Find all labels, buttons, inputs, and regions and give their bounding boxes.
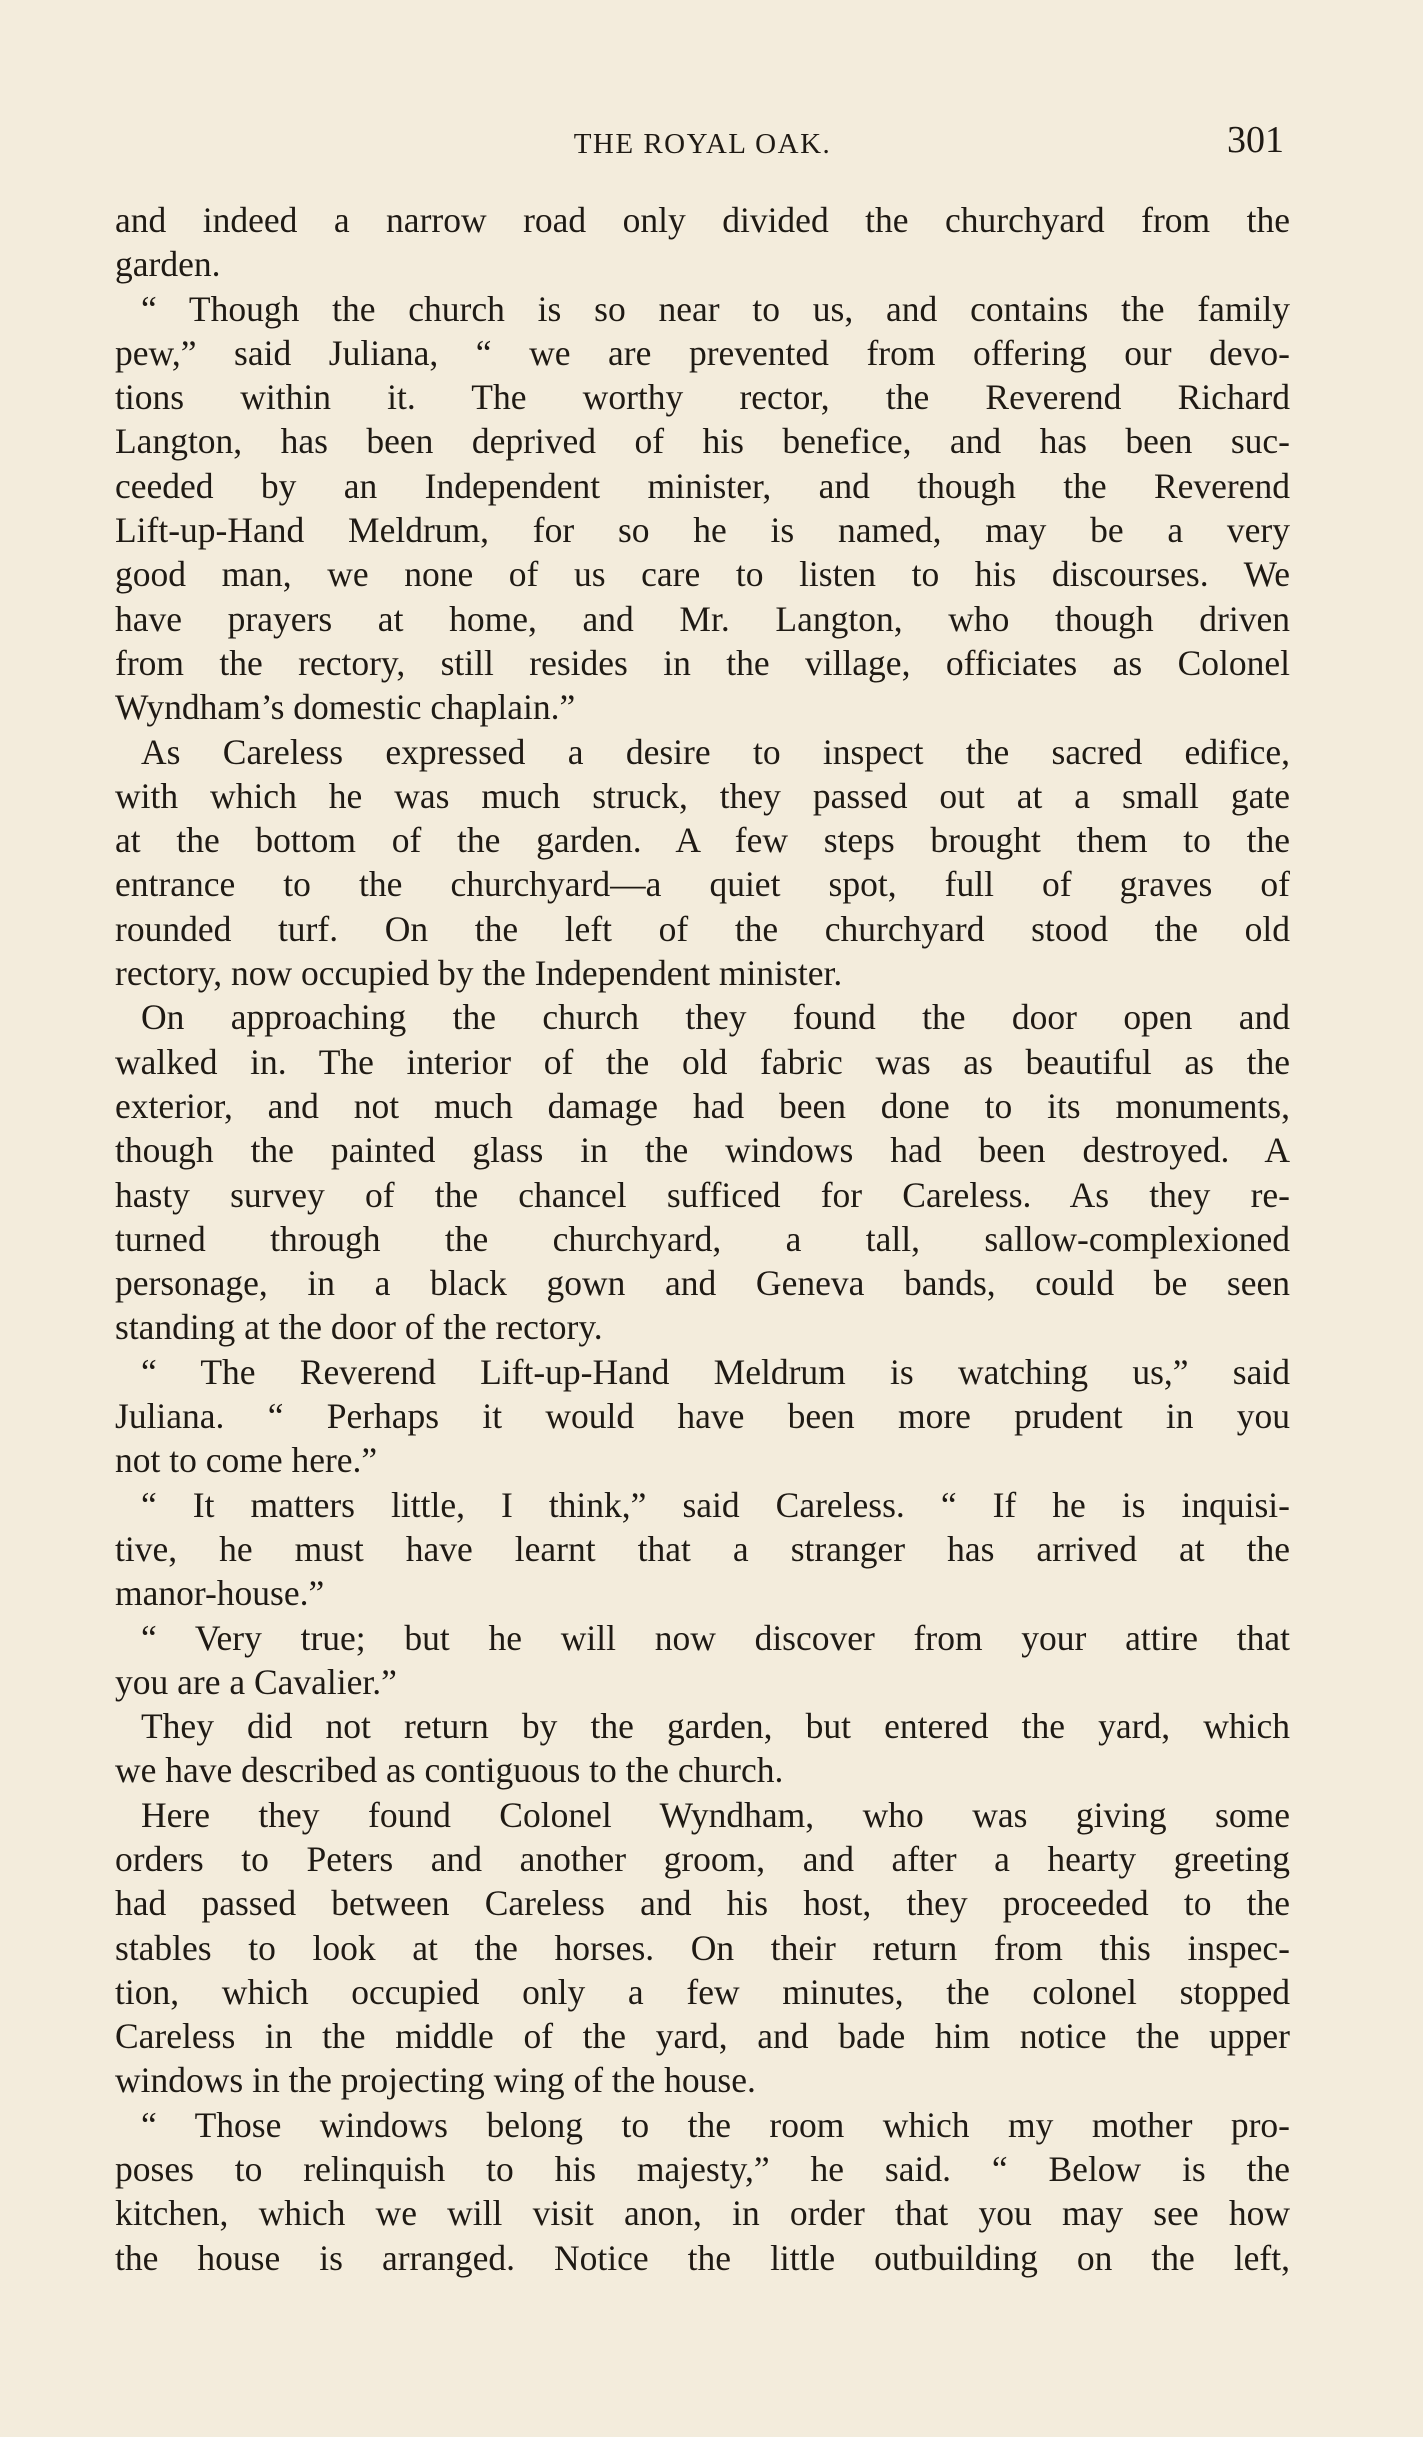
text-line: hasty survey of the chancel sufficed for Careless. As they re- xyxy=(115,1174,1290,1215)
text-line: kitchen, which we will visit anon, in order that you may see how xyxy=(115,2193,1290,2234)
text-line: They did not return by the garden, but entered the yard, which xyxy=(141,1706,1290,1747)
text-line: we have described as contiguous to the church. xyxy=(115,1750,784,1791)
text-line: at the bottom of the garden. A few steps brought them to the xyxy=(115,820,1290,861)
text-line: had passed between Careless and his host, they proceeded to the xyxy=(115,1883,1290,1924)
text-line: tions within it. The worthy rector, the Reverend Richard xyxy=(115,377,1290,418)
text-line: not to come here.” xyxy=(115,1440,378,1481)
text-line: you are a Cavalier.” xyxy=(115,1661,397,1702)
text-line: Juliana. “ Perhaps it would have been more prudent in you xyxy=(115,1396,1290,1437)
text-line: exterior, and not much damage had been done to its monuments, xyxy=(115,1085,1290,1126)
text-line: rectory, now occupied by the Independent minister. xyxy=(115,953,843,994)
text-line: Wyndham’s domestic chaplain.” xyxy=(115,687,576,728)
text-line: Langton, has been deprived of his benefice, and has been suc- xyxy=(115,421,1290,462)
page-number: 301 xyxy=(1227,119,1284,161)
text-line: windows in the projecting wing of the house. xyxy=(115,2060,756,2101)
text-line: “ It matters little, I think,” said Careless. “ If he is inquisi- xyxy=(141,1484,1290,1525)
text-line: garden. xyxy=(115,244,221,285)
text-line: standing at the door of the rectory. xyxy=(115,1307,603,1348)
text-line: though the painted glass in the windows had been destroyed. A xyxy=(115,1130,1290,1171)
text-line: pew,” said Juliana, “ we are prevented from offering our devo- xyxy=(115,332,1290,373)
text-line: Here they found Colonel Wyndham, who was giving some xyxy=(141,1794,1290,1835)
text-line: As Careless expressed a desire to inspect the sacred edifice, xyxy=(141,731,1290,772)
text-line: orders to Peters and another groom, and after a hearty greeting xyxy=(115,1838,1290,1879)
text-line: walked in. The interior of the old fabric was as beautiful as the xyxy=(115,1041,1290,1082)
text-line: turned through the churchyard, a tall, sallow-complexioned xyxy=(115,1218,1290,1259)
text-line: good man, we none of us care to listen to his discourses. We xyxy=(115,554,1290,595)
text-line: personage, in a black gown and Geneva bands, could be seen xyxy=(115,1263,1290,1304)
text-line: the house is arranged. Notice the little outbuilding on the left, xyxy=(115,2237,1290,2278)
text-line: rounded turf. On the left of the churchyard stood the old xyxy=(115,908,1290,949)
text-line: “ The Reverend Lift-up-Hand Meldrum is watching us,” said xyxy=(141,1351,1290,1392)
text-line: have prayers at home, and Mr. Langton, who though driven xyxy=(115,598,1290,639)
running-header xyxy=(115,118,1290,170)
text-line: ceeded by an Independent minister, and though the Reverend xyxy=(115,465,1290,506)
text-line: tion, which occupied only a few minutes, the colonel stopped xyxy=(115,1971,1290,2012)
text-line: Lift-up-Hand Meldrum, for so he is named, may be a very xyxy=(115,510,1290,551)
running-title: THE ROYAL OAK. xyxy=(573,128,832,160)
text-line: with which he was much struck, they passed out at a small gate xyxy=(115,775,1290,816)
text-line: and indeed a narrow road only divided the churchyard from the xyxy=(115,200,1290,240)
body-text xyxy=(115,198,1290,2280)
text-line: from the rectory, still resides in the village, officiates as Colonel xyxy=(115,642,1290,683)
text-line: stables to look at the horses. On their return from this inspec- xyxy=(115,1927,1290,1968)
text-line: entrance to the churchyard—a quiet spot, full of graves of xyxy=(115,864,1290,905)
text-line: poses to relinquish to his majesty,” he said. “ Below is the xyxy=(115,2149,1290,2190)
text-line: On approaching the church they found the door open and xyxy=(141,997,1290,1038)
text-line: manor-house.” xyxy=(115,1573,325,1614)
text-line: “ Those windows belong to the room which my mother pro- xyxy=(141,2104,1290,2145)
text-line: Careless in the middle of the yard, and bade him notice the upper xyxy=(115,2016,1290,2057)
text-line: “ Very true; but he will now discover from your attire that xyxy=(141,1617,1290,1658)
text-line: tive, he must have learnt that a stranger has arrived at the xyxy=(115,1528,1290,1569)
text-line: “ Though the church is so near to us, and contains the family xyxy=(141,288,1290,329)
